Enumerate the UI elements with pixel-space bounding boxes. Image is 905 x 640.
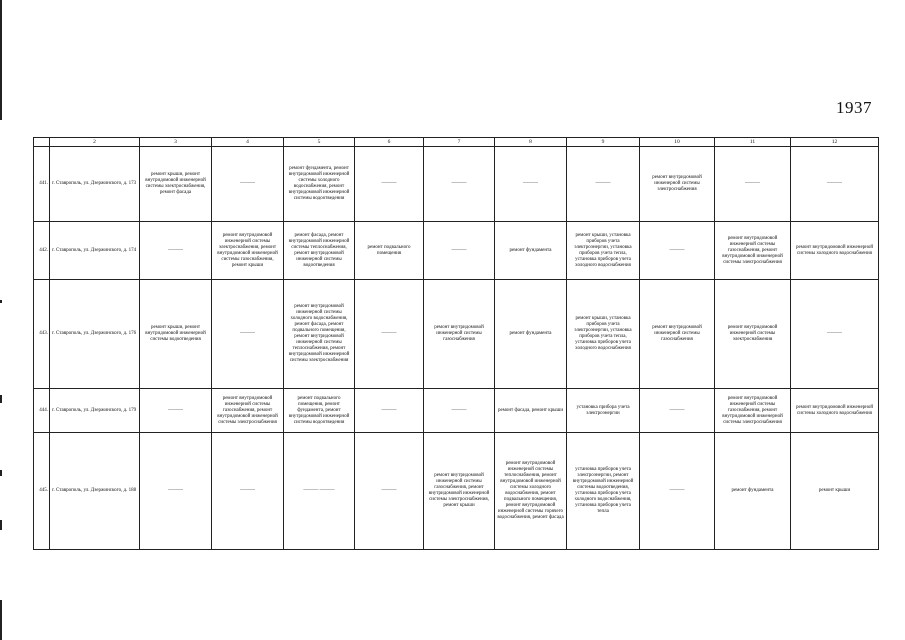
column-header: 3 bbox=[140, 138, 212, 147]
table-cell: ремонт фундамента bbox=[715, 433, 791, 550]
table-cell: ремонт фасада, ремонт крыши bbox=[495, 389, 567, 433]
table-cell: ——— bbox=[567, 147, 640, 222]
table-cell: ——— bbox=[140, 222, 212, 280]
table-cell: ремонт крыши, установка приборов учета электроэнергии, установка приборов учета тепла, установка приборов учета холодного водоснабжения bbox=[567, 280, 640, 389]
column-header: 10 bbox=[640, 138, 715, 147]
address-cell: г. Ставрополь, ул. Дзержинского, д. 176 bbox=[50, 280, 140, 389]
page-edge-mark bbox=[0, 0, 2, 120]
table-cell: ——— bbox=[424, 389, 495, 433]
row-number: 444. bbox=[34, 389, 50, 433]
row-number: 441. bbox=[34, 147, 50, 222]
table-row bbox=[34, 147, 879, 222]
table-cell: ——— bbox=[424, 222, 495, 280]
table-cell: ремонт внутридомовой инженерной системы газоснабжения, ремонт внутридомовой инженерной системы электроснабжения bbox=[715, 389, 791, 433]
table-row bbox=[34, 389, 879, 433]
table-cell: ремонт крыши, установка приборов учета электроэнергии, установка приборов учета тепла, установка приборов учета холодного водоснабжения bbox=[567, 222, 640, 280]
table-cell: ремонт внутридомовой инженерной системы газоснабжения bbox=[640, 280, 715, 389]
address-cell: г. Ставрополь, ул. Дзержинского, д. 174 bbox=[50, 222, 140, 280]
table-cell: ремонт подвального помещения bbox=[355, 222, 424, 280]
column-header: 9 bbox=[567, 138, 640, 147]
table-cell: установка прибора учета электроэнергии bbox=[567, 389, 640, 433]
page-edge-mark bbox=[0, 300, 2, 303]
table-cell: ремонт крыши bbox=[791, 433, 879, 550]
table-cell: установка приборов учета электроэнергии, ремонт внутридомовой инженерной системы водоотведения, установка приборов учета холодного водоснабжения, установка приборов учета тепла bbox=[567, 433, 640, 550]
table-cell: ——— bbox=[791, 280, 879, 389]
page-edge-mark bbox=[0, 600, 2, 640]
table-cell: ремонт подвального помещения, ремонт фундамента, ремонт внутридомовой инженерной системы водоотведения bbox=[284, 389, 355, 433]
table-row bbox=[34, 280, 879, 389]
row-number: 443. bbox=[34, 280, 50, 389]
repair-schedule-table bbox=[33, 137, 879, 550]
row-number: 442. bbox=[34, 222, 50, 280]
page-edge-mark bbox=[0, 520, 2, 530]
table-cell: ремонт фундамента, ремонт внутридомовой инженерной системы холодного водоснабжения, ремонт внутридомовой инженерной системы водоотведения bbox=[284, 147, 355, 222]
column-header: 12 bbox=[791, 138, 879, 147]
table-cell: ремонт внутридомовой инженерной системы газоснабжения, ремонт внутридомовой инженерной системы электроснабжения bbox=[715, 222, 791, 280]
address-cell: г. Ставрополь, ул. Дзержинского, д. 188 bbox=[50, 433, 140, 550]
table-cell: ремонт внутридомовой инженерной системы электроснабжения, ремонт внутридомовой инженерной системы газоснабжения, ремонт крыши bbox=[212, 222, 284, 280]
table-cell: ——— bbox=[640, 389, 715, 433]
address-cell: г. Ставрополь, ул. Дзержинского, д. 173 bbox=[50, 147, 140, 222]
table-cell: ——— bbox=[791, 147, 879, 222]
table-cell: ——— bbox=[640, 433, 715, 550]
table-cell: ремонт фундамента bbox=[495, 280, 567, 389]
page-edge-mark bbox=[0, 470, 2, 476]
column-header: 2 bbox=[50, 138, 140, 147]
table-cell: ремонт внутридомовой инженерной системы теплоснабжения, ремонт внутридомовой инженерной системы холодного водоснабжения, ремонт подвального помещения, ремонт внутридомовой инженерной системы горячего водоснабжения, ремонт фасада bbox=[495, 433, 567, 550]
table-cell: ——— bbox=[640, 222, 715, 280]
address-cell: г. Ставрополь, ул. Дзержинского, д. 179 bbox=[50, 389, 140, 433]
table-cell: ——— bbox=[140, 433, 212, 550]
table-cell: ремонт крыши, ремонт внутридомовой инженерной системы водоотведения bbox=[140, 280, 212, 389]
table-cell: ——— bbox=[715, 147, 791, 222]
row-number: 445. bbox=[34, 433, 50, 550]
table-cell: ——— bbox=[355, 389, 424, 433]
table-cell: ——— ——— bbox=[284, 433, 355, 550]
page-edge-mark bbox=[0, 395, 2, 403]
column-header: 11 bbox=[715, 138, 791, 147]
table-cell: ——— bbox=[212, 280, 284, 389]
table-cell: ——— bbox=[495, 147, 567, 222]
table-cell: ремонт внутридомовой инженерной системы газоснабжения, ремонт внутридомовой инженерной системы электроснабжения, ремонт крыши bbox=[424, 433, 495, 550]
table-row bbox=[34, 433, 879, 550]
table-cell: ——— bbox=[355, 280, 424, 389]
table-cell: ——— bbox=[140, 389, 212, 433]
column-header: 5 bbox=[284, 138, 355, 147]
table-cell: ремонт крыши, ремонт внутридомовой инженерной системы электроснабжения, ремонт фасада bbox=[140, 147, 212, 222]
table-cell: ремонт внутридомовой инженерной системы электроснабжения bbox=[640, 147, 715, 222]
table-cell: ремонт внутридомовой инженерной системы электроснабжения bbox=[715, 280, 791, 389]
column-header: 6 bbox=[355, 138, 424, 147]
table-cell: ——— bbox=[212, 147, 284, 222]
table-cell: ремонт внутридомовой инженерной системы холодного водоснабжения bbox=[791, 389, 879, 433]
column-number-header-row bbox=[34, 138, 879, 147]
table-cell: ремонт фасада, ремонт внутридомовой инженерной системы теплоснабжения, ремонт внутридомовой инженерной системы водоотведения bbox=[284, 222, 355, 280]
table-cell: ——— bbox=[355, 433, 424, 550]
table-cell: ——— bbox=[212, 433, 284, 550]
column-header-blank bbox=[34, 138, 50, 147]
column-header: 4 bbox=[212, 138, 284, 147]
table-cell: ——— bbox=[355, 147, 424, 222]
column-header: 7 bbox=[424, 138, 495, 147]
table-cell: ремонт внутридомовой инженерной системы газоснабжения, ремонт внутридомовой инженерной системы электроснабжения bbox=[212, 389, 284, 433]
table-row bbox=[34, 222, 879, 280]
table-cell: ремонт внутридомовой инженерной системы холодного водоснабжения, ремонт фасада, ремонт подвального помещения, ремонт внутридомовой инженерной системы теплоснабжения, ремонт внутридомовой инженерной системы электроснабжения bbox=[284, 280, 355, 389]
table-cell: ——— bbox=[424, 147, 495, 222]
table-cell: ремонт внутридомовой инженерной системы холодного водоснабжения bbox=[791, 222, 879, 280]
table-cell: ремонт фундамента bbox=[495, 222, 567, 280]
table-cell: ремонт внутридомовой инженерной системы газоснабжения bbox=[424, 280, 495, 389]
page-number: 1937 bbox=[836, 98, 872, 117]
column-header: 8 bbox=[495, 138, 567, 147]
